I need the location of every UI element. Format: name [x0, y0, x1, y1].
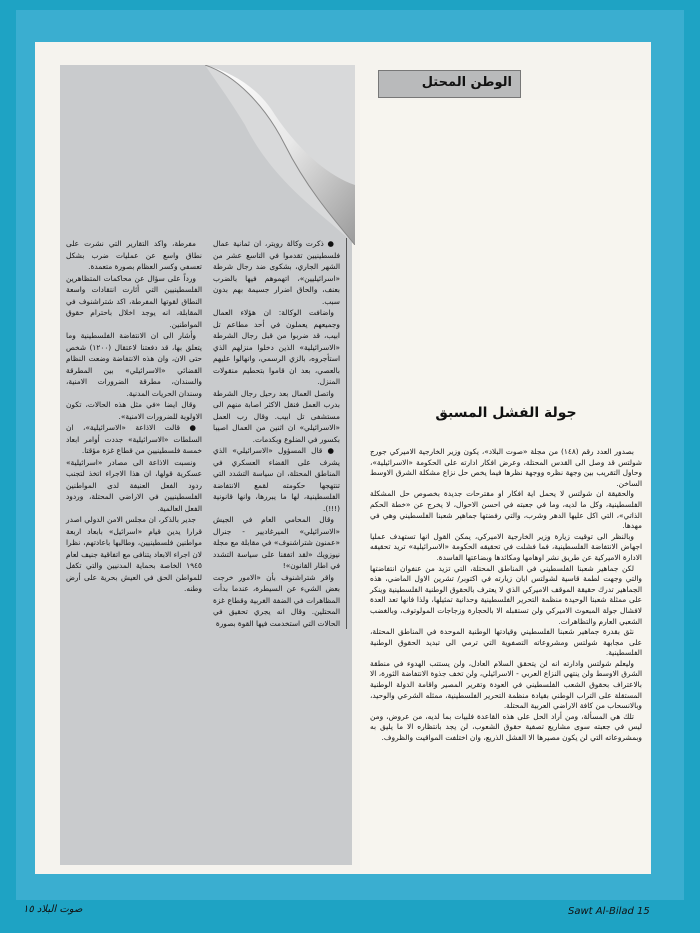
news-paragraph: ونسبت الاذاعة الى مصادر «اسرائيلية» عسكرية قولها، ان هذا الاجراء اتخذ لتجنب ردود الفعل العنيفة لدى المواطنين الفلسطينيين في الاراضي المحتلة، وردود الفعل العالمية. [66, 457, 202, 513]
main-paragraph: وليعلم شولتس وادارته انه لن يتحقق السلام العادل، ولن يستتب الهدوء في منطقة الشرق الاوسط ولن ينتهي النزاع العربي - الاسرائيلي، ولن تخف جذوة الانتفاضة الثورة، الا بالاعتراف بحقوق الشعب الفلسطيني في العودة وتقرير المصير واقامة الدولة الوطنية المستقلة على التراب الوطني بقيادة منظمة التحرير الفلسطينية، ممثله الشرعي والوحيد، وبالانسحاب من كافة الاراضي العربية المحتلة. [370, 658, 642, 711]
news-paragraph: ورداً على سؤال عن محاكمات المتظاهرين الفلسطينيين التي أثارت انتقادات واسعة النطاق لقوتها المفرطة، اكد شتراشنوف في المقابلة، انه يوجد اخلال باحترام حقوق المواطنين. [66, 273, 202, 329]
news-paragraph: واضافت الوكالة: ان هؤلاء العمال وجميعهم يعملون في أحد مطاعم تل ابيب، قد ضربوا من قبل رجال الشرطة «الاسرائيلية» الذين دخلوا منزلهم الذي استأجروه، بالزي الرسمي، وانهالوا عليهم بالعصي، بعد ان قاموا بتحطيم منقولات المنزل. [213, 308, 340, 386]
news-paragraph: ● قال المسؤول «الاسرائيلي» الذي يشرف على القضاء العسكري في المناطق المحتلة، ان سياسة التشدد التي تنتهجها حكومته لقمع الانتفاضة الفلسطينية، لها ما يبررها، وانها قانونية (!!!). [213, 446, 340, 513]
news-column-middle [213, 238, 347, 629]
main-paragraph: بصدور العدد رقم (١٤٨) من مجلة «صوت البلاد»، يكون وزير الخارجية الاميركي جورج شولتس قد وصل الى القدس المحتلة، وعرض افكار ادارته على الحكومة «الاسرائيلية»، وحاول التقريب بين وجهة نظره ووجهة نظرها فيما يخص حل نزاع مشكلة الشرق الاوسط الساخن. [370, 447, 642, 488]
news-paragraph: وقال المحامي العام في الجيش «الاسرائيلي» الميرغاديير - جنرال «عمنون شتراشنوف» في مقابلة مع مجلة نيوزويك «لقد اتفقنا على سياسة التشدد في اطار القانون»! [213, 515, 340, 570]
news-paragraph: وقال ايضا «في مثل هذه الحالات، تكون الاولوية للضرورات الامنية». [66, 400, 202, 421]
news-paragraph: جدير بالذكر، ان مجلس الامن الدولي اصدر قرارا يدين قيام «اسرائيل» بابعاد اربعة مواطنين فلسطينيين، وطالبها باعادتهم، نظرا لان اجراء الابعاد يتنافى مع اتفاقية جنيف لعام ١٩٤٥ الخاصة بحماية المدنيين والتي تكفل للمواطن الحق في العيش بحرية على أرض وطنه. [66, 515, 202, 593]
news-paragraph: ● قالت الاذاعة «الاسرائيلية»، ان السلطات «الاسرائيلية» جددت أوامر ابعاد خمسة فلسطينيين من قطاع غزة مؤقتا. [66, 423, 202, 455]
section-tag [378, 70, 521, 98]
page-curl-graphic [205, 65, 355, 245]
news-column-left [66, 238, 202, 595]
section-tag-label: الوطن المحتل [421, 75, 512, 90]
footer-folio-arabic: صوت البلاد ١٥ [23, 904, 83, 915]
main-paragraph: لكن جماهير شعبنا الفلسطيني في المناطق المحتلة، التي تزيد من عنفوان انتفاضتها والتي وجهت لطمة قاسية لشولتس ابان زيارته في اكتوبر/ تشرين الاول الماضي، هذه الجماهير تدرك حقيقة الموقف الاميركي الذي لا يعترف بالحقوق الوطنية الفلسطينية وينكر على ممثلة شعبنا الوحيدة منظمة التحرير الفلسطينية وحدانية تمثيلها، ولذا فانها تعد العدة لافشال جولة المبعوث الاميركي ولن تستقبله الا بالحجارة وزجاجات المولوتوف، وبالغضب الشعبي العارم والتظاهرات. [370, 563, 642, 626]
main-paragraph: وبالنظر الى توقيت زيارة وزير الخارجية الاميركي، يمكن القول انها تستهدف عمليا اجهاض الانتفاضة الفلسطينية، فما فشلت في تحقيقه الحكومة «الاسرائيلية» تريد تحقيقه الادارة الاميركية عن طريق نشر اوهامها ومكائدها وبضاعتها الفاسدة. [370, 531, 642, 562]
main-paragraph: والحقيقة ان شولتس لا يحمل اية افكار او مقترحات جديدة بخصوص حل المشكلة الفلسطينية، وكل ما لديه، وما في جعبته في احسن الاحوال، لا يخرج عن «خطة الحكم الذاتي»، التي اكل عليها الدهر وشرب، والتي رفضتها جماهير شعبنا الفلسطيني وهي في مهدها. [370, 489, 642, 531]
main-paragraph: نثق بقدرة جماهير شعبنا الفلسطيني وقيادتها الوطنية الموحدة في المناطق المحتلة، على مجابهة شولتس ومشروعاته التصفوية التي ترمي الى تبديد الحقوق الوطنية الفلسطينية. [370, 627, 642, 658]
footer-folio-english: Sawt Al-Bilad 15 [568, 906, 650, 917]
news-paragraph: ● ذكرت وكالة رويتر، ان ثمانية عمال فلسطينيين تقدموا في التاسع عشر من الشهر الجاري، بشكوى ضد رجال شرطة «اسرائيليين»، اتهموهم فيها بالضرب بعنف، والحاق اضرار جسيمة بهم بدون سبب. [213, 239, 340, 306]
news-paragraph: واقر شتراشنوف بأن «الامور خرجت بعض الشيء عن السيطرة، عندما بدأت المظاهرات في الضفة الغربية وقطاع غزة المحتلين. وقال انه يجري تحقيق في الحالات التي استخدمت فيها القوة بصورة [213, 572, 340, 628]
news-paragraph: واتصل العمال بعد رحيل رجال الشرطة بدرب العمل فنقل الاكثر اصابة منهم الى مستشفى تل ابيب. وقال رب العمل «الاسرائيلي» ان اثنين من العمال اصيبا بكسور في الضلوع وبكدمات. [213, 388, 340, 444]
main-article-body [370, 447, 642, 744]
main-paragraph: تلك هي المسألة، ومن أراد الحل على هذه القاعدة فلبيات بما لديه، من عروض، ومن ليس في جعبته سوى مشاريع تصفية حقوق الشعوب، لن يجد بانتظاره الا ما يليق به وبمشروعاته التي لن يكون مصيرها الا الفشل الذريع، وان اختلفت المواقيت والظروف. [370, 711, 642, 743]
article-headline: جولة الفشل المسبق [435, 405, 577, 421]
news-paragraph: مفرطة، واكد التقارير التي نشرت على نطاق واسع عن عمليات ضرب بشكل تعسفي وكسر العظام بصورة متعمدة. [66, 239, 202, 271]
news-paragraph: وأشار الى ان الانتفاضة الفلسطينية وما يتعلق بها، قد دفعتنا لاعتقال (١٢٠٠) شخص حتى الان، وان هذه الانتفاضة وضعت النظام القضائي «الاسرائيلي» بين المطرقة والسندان، مطرقة الضرورات الامنية، وسندان الحريات المدنية. [66, 331, 202, 398]
